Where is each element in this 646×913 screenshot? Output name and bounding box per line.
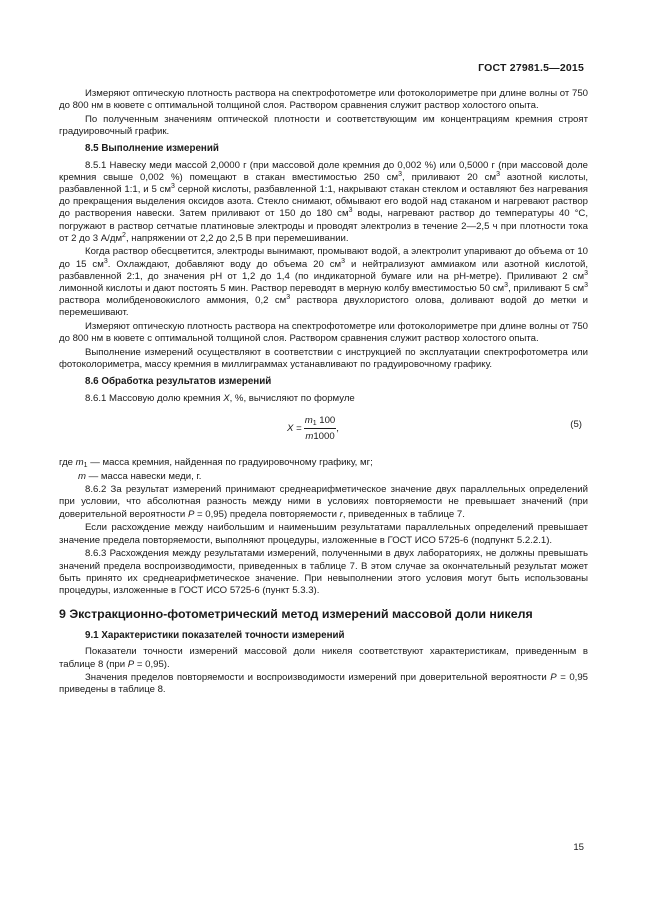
paragraph: Измеряют оптическую плотность раствора на спектрофотометре или фотоколориметре при длине волны от 750 до 800 нм в кювете с оптимальной толщиной слоя. Раствором сравнения служит раствор холостого опыта.: [59, 88, 588, 112]
paragraph-8-6-1: 8.6.1 Массовую долю кремния X, %, вычисляют по формуле: [85, 392, 355, 404]
section-heading-8-5: 8.5 Выполнение измерений: [85, 143, 219, 155]
paragraph: По полученным значениям оптической плотности и соответствующим им концентрациям кремния строят градуировочный график.: [59, 113, 588, 138]
section-heading-9-1: 9.1 Характеристики показателей точности измерений: [85, 630, 345, 642]
paragraph: Измеряют оптическую плотность раствора на спектрофотометре или фотоколориметре при длине волны от 750 до 800 нм в кювете с оптимальной толщиной слоя. Раствором сравнения служит раствор холостого опыта.: [59, 321, 588, 345]
formula-5: [59, 409, 588, 457]
page-number: 15: [573, 842, 584, 853]
paragraph-8-5-1: 8.5.1 Навеску меди массой 2,0000 г (при массовой доле кремния до 0,002 %) или 0,5000 г (при массовой доле кремния свыше 0,002 %) помещают в стакан вместимостью 250 $см^3$, приливают 20 $см^3$ азотной кислоты, разбавленной 1:1, и 5 $см^3$ серной кислоты, разбавленной 1:1, накрывают стакан стеклом и оставляют без нагревания до прекращения выделения оксидов азота. Стекло снимают, обмывают его водой над стаканом и нагревают раствор до растворения навески. Затем приливают от 150 до 180 $см^3$ воды, нагревают раствор до температуры 40 °С, погружают в раствор сетчатые платиновые электроды и проводят электролиз в течение 2—2,5 ч при плотности тока от 2 до 3 $А/дм^2$, напряжении от 2,2 до 2,5 В при перемешивании.: [59, 159, 589, 244]
formula-expression: X = $\frac{m_1 100}{m1000}$ ,: [287, 414, 339, 442]
definition-m: m — масса навески меди, г.: [78, 470, 202, 482]
formula-fraction: $\frac{m_1 100}{m1000}$: [304, 414, 336, 442]
formula-definitions: [59, 457, 588, 483]
paragraph: Показатели точности измерений массовой доли никеля соответствуют характеристикам, приведенным в таблице 8 (при P = 0,95).: [59, 646, 588, 670]
paragraph: Когда раствор обесцветится, электроды вынимают, промывают водой, а электролит упаривают до объема от 10 до 15 $см^3$. Охлаждают, добавляют воду до объема 20 $см^3$ и нейтрализуют аммиаком или азотной кислотой, разбавленной 2:1, до значения pH от 1,2 до 1,4 (по индикаторной бумаге или на pH-метре). Приливают 2 $см^3$ лимонной кислоты и дают постоять 5 мин. Раствор переводят в мерную колбу вместимостью 50 $см^3$, приливают 5 $см^3$ раствора молибденовокислого аммония, 0,2 $см^3$ раствора двухлористого олова, доливают водой до метки и перемешивают.: [59, 246, 589, 319]
formula-number: (5): [570, 418, 582, 430]
paragraph-8-6-2: 8.6.2 За результат измерений принимают среднеарифметическое значение двух параллельных определений при условии, что абсолютная разность между ними в условиях повторяемости не превышает значений (при доверительной вероятности P = 0,95) предела повторяемости r, приведенных в таблице 7.: [59, 484, 588, 520]
paragraph: Значения пределов повторяемости и воспроизводимости измерений при доверительной вероятности P = 0,95 приведены в таблице 8.: [59, 672, 588, 696]
paragraph: Если расхождение между наибольшим и наименьшим результатами параллельных определений превышает значение предела повторяемости, выполняют процедуры, изложенные в ГОСТ ИСО 5725-6 (подпункт 5.2.2.1).: [59, 522, 588, 546]
definition-m1: где $m_1$ — масса кремния, найденная по градуировочному графику, мг;: [59, 456, 373, 469]
paragraph: Выполнение измерений осуществляют в соответствии с инструкцией по эксплуатации спектрофотометра или фотоколориметра, массу кремния в миллиграммах устанавливают по градуировочному графику.: [59, 347, 588, 371]
paragraph-8-6-3: 8.6.3 Расхождения между результатами измерений, полученными в двух лабораториях, не должны превышать значений предела воспроизводимости, приведенных в таблице 7. В этом случае за окончательный результат может быть принято их среднеарифметическое значение. При невыполнении этого условия могут быть использованы процедуры, изложенные в ГОСТ ИСО 5725-6 (пункт 5.3.3).: [59, 548, 588, 596]
standard-header: ГОСТ 27981.5—2015: [478, 62, 584, 74]
section-heading-8-6: 8.6 Обработка результатов измерений: [85, 376, 272, 388]
page-content: [59, 88, 588, 698]
section-heading-9: 9 Экстракционно-фотометрический метод измерений массовой доли никеля: [59, 607, 533, 622]
